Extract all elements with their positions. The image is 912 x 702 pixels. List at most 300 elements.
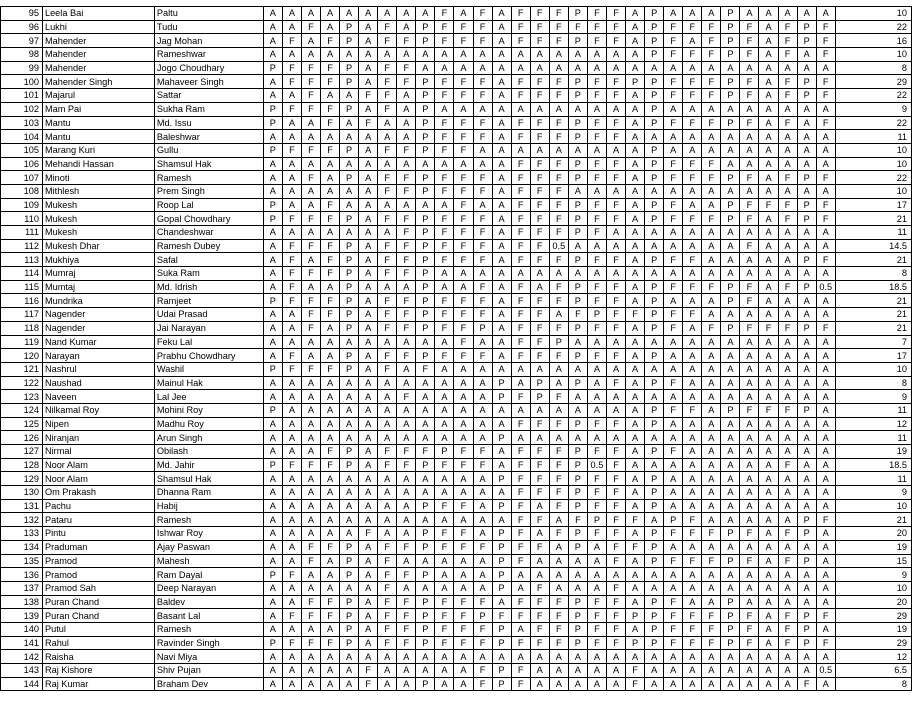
attendance-mark-cell: A <box>397 198 416 212</box>
attendance-mark-cell: F <box>435 226 454 240</box>
student-name-cell: Pachu <box>42 499 154 513</box>
attendance-mark-cell: A <box>549 513 568 527</box>
father-name-cell: Lal Jee <box>154 390 263 404</box>
student-name-cell: Noor Alam <box>42 472 154 486</box>
attendance-mark-cell: F <box>568 20 587 34</box>
total-cell: 11 <box>835 472 911 486</box>
attendance-mark-cell: F <box>702 212 721 226</box>
attendance-mark-cell: A <box>263 267 282 281</box>
page-margin-mark <box>905 33 909 34</box>
attendance-mark-cell: P <box>645 486 664 500</box>
attendance-mark-cell: F <box>321 116 340 130</box>
attendance-mark-cell: P <box>721 321 740 335</box>
attendance-mark-cell: P <box>340 595 359 609</box>
attendance-mark-cell: A <box>416 513 435 527</box>
attendance-mark-cell: A <box>568 390 587 404</box>
attendance-mark-cell: A <box>778 61 797 75</box>
attendance-mark-cell: F <box>359 664 378 678</box>
attendance-mark-cell: F <box>435 143 454 157</box>
attendance-mark-cell: A <box>435 554 454 568</box>
table-row <box>1 486 912 500</box>
attendance-mark-cell: P <box>416 184 435 198</box>
attendance-mark-cell: A <box>416 61 435 75</box>
attendance-mark-cell: F <box>301 554 320 568</box>
attendance-mark-cell: F <box>378 34 397 48</box>
attendance-mark-cell: A <box>340 198 359 212</box>
attendance-mark-cell: A <box>721 513 740 527</box>
attendance-mark-cell: F <box>473 308 492 322</box>
attendance-mark-cell: A <box>759 7 778 21</box>
attendance-mark-cell: A <box>378 7 397 21</box>
attendance-mark-cell: A <box>759 61 778 75</box>
total-cell: 29 <box>835 636 911 650</box>
attendance-mark-cell: A <box>797 7 816 21</box>
attendance-mark-cell: A <box>587 390 606 404</box>
father-name-cell: Ramesh Dubey <box>154 239 263 253</box>
attendance-mark-cell: F <box>587 280 606 294</box>
attendance-mark-cell: A <box>263 335 282 349</box>
attendance-mark-cell: F <box>511 499 530 513</box>
attendance-mark-cell: F <box>549 280 568 294</box>
attendance-mark-cell: A <box>702 335 721 349</box>
attendance-mark-cell: A <box>721 445 740 459</box>
attendance-mark-cell: A <box>740 308 759 322</box>
attendance-mark-cell: A <box>378 390 397 404</box>
attendance-mark-cell: A <box>626 458 645 472</box>
attendance-mark-cell: F <box>816 513 835 527</box>
total-cell: 7 <box>835 335 911 349</box>
attendance-mark-cell: F <box>683 403 702 417</box>
attendance-mark-cell: F <box>473 34 492 48</box>
attendance-mark-cell: A <box>759 581 778 595</box>
attendance-mark-cell: A <box>359 102 378 116</box>
attendance-mark-cell: F <box>454 458 473 472</box>
attendance-mark-cell: P <box>568 157 587 171</box>
attendance-mark-cell: A <box>683 267 702 281</box>
attendance-mark-cell: F <box>549 445 568 459</box>
attendance-mark-cell: F <box>435 609 454 623</box>
attendance-mark-cell: F <box>587 157 606 171</box>
attendance-mark-cell: A <box>778 349 797 363</box>
serial-number-cell: 121 <box>1 362 43 376</box>
attendance-mark-cell: F <box>473 445 492 459</box>
serial-number-cell: 142 <box>1 650 43 664</box>
attendance-mark-cell: A <box>626 157 645 171</box>
attendance-mark-cell: F <box>549 116 568 130</box>
total-cell: 10 <box>835 157 911 171</box>
attendance-mark-cell: F <box>454 171 473 185</box>
attendance-mark-cell: A <box>606 390 625 404</box>
attendance-mark-cell: A <box>321 554 340 568</box>
attendance-mark-cell: F <box>282 568 301 582</box>
attendance-mark-cell: A <box>359 239 378 253</box>
table-row <box>1 335 912 349</box>
attendance-mark-cell: P <box>721 20 740 34</box>
attendance-mark-cell: A <box>549 267 568 281</box>
attendance-mark-cell: A <box>568 431 587 445</box>
attendance-mark-cell: A <box>473 554 492 568</box>
attendance-mark-cell: A <box>626 486 645 500</box>
serial-number-cell: 110 <box>1 212 43 226</box>
attendance-mark-cell: F <box>321 294 340 308</box>
attendance-mark-cell: P <box>416 171 435 185</box>
attendance-mark-cell: F <box>683 171 702 185</box>
attendance-mark-cell: F <box>473 636 492 650</box>
attendance-mark-cell: F <box>473 7 492 21</box>
attendance-mark-cell: A <box>282 308 301 322</box>
attendance-mark-cell: F <box>683 609 702 623</box>
student-name-cell: Raj Kishore <box>42 664 154 678</box>
attendance-mark-cell: F <box>321 61 340 75</box>
attendance-mark-cell: A <box>587 650 606 664</box>
attendance-mark-cell: A <box>664 581 683 595</box>
attendance-mark-cell: A <box>359 212 378 226</box>
student-name-cell: Marang Kuri <box>42 143 154 157</box>
attendance-mark-cell: F <box>606 581 625 595</box>
attendance-mark-cell: A <box>797 472 816 486</box>
attendance-mark-cell: F <box>530 253 549 267</box>
table-row <box>1 308 912 322</box>
attendance-mark-cell: A <box>321 581 340 595</box>
attendance-mark-cell: A <box>359 308 378 322</box>
attendance-mark-cell: F <box>473 664 492 678</box>
attendance-mark-cell: A <box>797 376 816 390</box>
attendance-mark-cell: A <box>321 171 340 185</box>
attendance-mark-cell: A <box>549 143 568 157</box>
attendance-mark-cell: F <box>816 212 835 226</box>
attendance-mark-cell: F <box>397 226 416 240</box>
attendance-mark-cell: A <box>816 102 835 116</box>
attendance-mark-cell: F <box>511 321 530 335</box>
table-row <box>1 513 912 527</box>
attendance-mark-cell: P <box>645 7 664 21</box>
student-name-cell: Pramod <box>42 554 154 568</box>
attendance-mark-cell: F <box>549 595 568 609</box>
attendance-mark-cell: F <box>511 664 530 678</box>
attendance-mark-cell: A <box>759 445 778 459</box>
attendance-mark-cell: P <box>416 130 435 144</box>
father-name-cell: Prabhu Chowdhary <box>154 349 263 363</box>
attendance-mark-cell: A <box>740 61 759 75</box>
attendance-mark-cell: A <box>378 376 397 390</box>
attendance-mark-cell: A <box>263 253 282 267</box>
attendance-mark-cell: P <box>492 472 511 486</box>
attendance-mark-cell: P <box>797 212 816 226</box>
attendance-mark-cell: A <box>301 499 320 513</box>
attendance-mark-cell: A <box>778 390 797 404</box>
attendance-mark-cell: P <box>473 609 492 623</box>
attendance-mark-cell: A <box>530 102 549 116</box>
attendance-mark-cell: 0.5 <box>816 664 835 678</box>
attendance-mark-cell: F <box>626 677 645 691</box>
attendance-mark-cell: A <box>435 48 454 62</box>
table-row <box>1 130 912 144</box>
total-cell: 19 <box>835 445 911 459</box>
attendance-mark-cell: A <box>301 650 320 664</box>
attendance-mark-cell: A <box>549 664 568 678</box>
attendance-mark-cell: A <box>702 267 721 281</box>
attendance-mark-cell: F <box>301 212 320 226</box>
attendance-mark-cell: A <box>397 677 416 691</box>
attendance-mark-cell: A <box>759 89 778 103</box>
attendance-mark-cell: F <box>606 253 625 267</box>
attendance-mark-cell: A <box>282 664 301 678</box>
attendance-mark-cell: F <box>549 20 568 34</box>
attendance-mark-cell: P <box>721 198 740 212</box>
attendance-mark-cell: F <box>397 75 416 89</box>
attendance-mark-cell: A <box>359 390 378 404</box>
attendance-mark-cell: 0.5 <box>816 280 835 294</box>
attendance-mark-cell: A <box>492 184 511 198</box>
attendance-mark-cell: F <box>549 157 568 171</box>
attendance-mark-cell: P <box>416 34 435 48</box>
table-row <box>1 267 912 281</box>
student-name-cell: Leela Bai <box>42 7 154 21</box>
father-name-cell: Ram Dayal <box>154 568 263 582</box>
attendance-mark-cell: A <box>549 308 568 322</box>
table-row <box>1 431 912 445</box>
attendance-mark-cell: A <box>340 581 359 595</box>
attendance-mark-cell: F <box>587 486 606 500</box>
attendance-mark-cell: F <box>664 403 683 417</box>
attendance-mark-cell: F <box>587 130 606 144</box>
table-row <box>1 212 912 226</box>
attendance-mark-cell: A <box>778 267 797 281</box>
attendance-mark-cell: P <box>416 102 435 116</box>
attendance-mark-cell: A <box>263 157 282 171</box>
total-cell: 29 <box>835 75 911 89</box>
student-name-cell: Nagender <box>42 321 154 335</box>
student-name-cell: Praduman <box>42 540 154 554</box>
total-cell: 10 <box>835 48 911 62</box>
attendance-mark-cell: P <box>340 239 359 253</box>
father-name-cell: Ramesh <box>154 622 263 636</box>
attendance-mark-cell: F <box>702 171 721 185</box>
attendance-mark-cell: A <box>664 61 683 75</box>
attendance-mark-cell: F <box>549 294 568 308</box>
attendance-mark-cell: F <box>511 226 530 240</box>
attendance-mark-cell: A <box>759 48 778 62</box>
attendance-mark-cell: F <box>778 20 797 34</box>
attendance-mark-cell: A <box>454 157 473 171</box>
attendance-mark-cell: A <box>778 130 797 144</box>
attendance-mark-cell: A <box>626 7 645 21</box>
attendance-mark-cell: F <box>511 239 530 253</box>
attendance-mark-cell: A <box>778 595 797 609</box>
attendance-mark-cell: P <box>568 34 587 48</box>
attendance-mark-cell: A <box>378 664 397 678</box>
father-name-cell: Braham Dev <box>154 677 263 691</box>
attendance-mark-cell: A <box>797 650 816 664</box>
attendance-mark-cell: A <box>340 376 359 390</box>
table-row <box>1 20 912 34</box>
attendance-mark-cell: A <box>397 486 416 500</box>
attendance-mark-cell: F <box>816 116 835 130</box>
attendance-mark-cell: A <box>606 403 625 417</box>
attendance-mark-cell: A <box>492 89 511 103</box>
attendance-mark-cell: F <box>664 48 683 62</box>
attendance-mark-cell: A <box>282 499 301 513</box>
attendance-mark-cell: A <box>664 349 683 363</box>
attendance-mark-cell: A <box>816 568 835 582</box>
attendance-mark-cell: A <box>263 581 282 595</box>
attendance-mark-cell: F <box>683 20 702 34</box>
table-row <box>1 499 912 513</box>
attendance-mark-cell: F <box>454 239 473 253</box>
attendance-mark-cell: A <box>435 581 454 595</box>
attendance-mark-cell: F <box>511 458 530 472</box>
attendance-mark-cell: A <box>359 130 378 144</box>
attendance-mark-cell: A <box>816 445 835 459</box>
attendance-mark-cell: A <box>816 7 835 21</box>
attendance-mark-cell: F <box>378 308 397 322</box>
attendance-mark-cell: A <box>568 335 587 349</box>
total-cell: 11 <box>835 130 911 144</box>
attendance-mark-cell: A <box>492 513 511 527</box>
attendance-mark-cell: A <box>321 321 340 335</box>
attendance-mark-cell: F <box>454 116 473 130</box>
attendance-mark-cell: A <box>778 376 797 390</box>
attendance-mark-cell: F <box>664 75 683 89</box>
attendance-mark-cell: F <box>511 184 530 198</box>
attendance-mark-cell: A <box>359 267 378 281</box>
attendance-mark-cell: A <box>740 513 759 527</box>
table-row <box>1 280 912 294</box>
attendance-mark-cell: A <box>816 431 835 445</box>
table-row <box>1 102 912 116</box>
attendance-mark-cell: F <box>778 622 797 636</box>
attendance-mark-cell: A <box>282 130 301 144</box>
attendance-mark-cell: F <box>378 184 397 198</box>
attendance-mark-cell: A <box>740 472 759 486</box>
father-name-cell: Mahaveer Singh <box>154 75 263 89</box>
attendance-mark-cell: F <box>397 34 416 48</box>
attendance-mark-cell: A <box>301 445 320 459</box>
attendance-mark-cell: A <box>721 540 740 554</box>
attendance-mark-cell: A <box>606 239 625 253</box>
attendance-mark-cell: F <box>606 486 625 500</box>
attendance-mark-cell: F <box>359 677 378 691</box>
attendance-mark-cell: A <box>282 650 301 664</box>
attendance-mark-cell: F <box>740 239 759 253</box>
attendance-mark-cell: A <box>587 362 606 376</box>
attendance-mark-cell: F <box>397 636 416 650</box>
attendance-mark-cell: F <box>683 253 702 267</box>
attendance-mark-cell: A <box>473 335 492 349</box>
attendance-mark-cell: A <box>378 486 397 500</box>
attendance-mark-cell: P <box>797 198 816 212</box>
attendance-mark-cell: A <box>416 554 435 568</box>
attendance-mark-cell: A <box>683 226 702 240</box>
attendance-mark-cell: P <box>263 116 282 130</box>
attendance-mark-cell: A <box>549 540 568 554</box>
attendance-mark-cell: A <box>473 157 492 171</box>
attendance-mark-cell: P <box>416 267 435 281</box>
attendance-mark-cell: F <box>435 75 454 89</box>
table-row <box>1 116 912 130</box>
attendance-mark-cell: A <box>263 390 282 404</box>
attendance-mark-cell: F <box>549 253 568 267</box>
attendance-mark-cell: A <box>397 581 416 595</box>
attendance-mark-cell: A <box>340 130 359 144</box>
attendance-mark-cell: A <box>740 486 759 500</box>
attendance-mark-cell: A <box>816 157 835 171</box>
attendance-mark-cell: A <box>263 499 282 513</box>
attendance-mark-cell: P <box>568 499 587 513</box>
attendance-mark-cell: F <box>702 75 721 89</box>
attendance-mark-cell: A <box>797 362 816 376</box>
attendance-mark-cell: F <box>664 308 683 322</box>
attendance-mark-cell: A <box>778 226 797 240</box>
attendance-mark-cell: F <box>397 445 416 459</box>
attendance-mark-cell: A <box>721 239 740 253</box>
attendance-mark-cell: A <box>759 499 778 513</box>
attendance-mark-cell: F <box>683 527 702 541</box>
attendance-mark-cell: F <box>530 622 549 636</box>
attendance-mark-cell: A <box>549 568 568 582</box>
attendance-mark-cell: A <box>568 267 587 281</box>
attendance-mark-cell: F <box>740 609 759 623</box>
attendance-mark-cell: F <box>454 527 473 541</box>
attendance-mark-cell: P <box>492 664 511 678</box>
table-row <box>1 595 912 609</box>
attendance-mark-cell: A <box>359 321 378 335</box>
attendance-mark-cell: P <box>340 212 359 226</box>
attendance-mark-cell: A <box>626 622 645 636</box>
attendance-mark-cell: A <box>454 403 473 417</box>
attendance-mark-cell: F <box>511 212 530 226</box>
attendance-mark-cell: A <box>740 335 759 349</box>
attendance-mark-cell: P <box>568 7 587 21</box>
attendance-mark-cell: A <box>301 349 320 363</box>
attendance-mark-cell: P <box>645 622 664 636</box>
attendance-mark-cell: A <box>359 622 378 636</box>
attendance-mark-cell: P <box>645 171 664 185</box>
attendance-mark-cell: P <box>797 636 816 650</box>
attendance-mark-cell: F <box>511 472 530 486</box>
attendance-mark-cell: F <box>530 294 549 308</box>
table-row <box>1 143 912 157</box>
attendance-mark-cell: A <box>759 102 778 116</box>
attendance-mark-cell: F <box>683 89 702 103</box>
father-name-cell: Jag Mohan <box>154 34 263 48</box>
attendance-mark-cell: A <box>397 48 416 62</box>
attendance-mark-cell: P <box>721 48 740 62</box>
attendance-mark-cell: F <box>454 335 473 349</box>
attendance-mark-cell: P <box>645 75 664 89</box>
attendance-mark-cell: A <box>721 417 740 431</box>
attendance-mark-cell: P <box>797 34 816 48</box>
attendance-mark-cell: F <box>321 267 340 281</box>
attendance-mark-cell: A <box>778 143 797 157</box>
attendance-mark-cell: P <box>263 636 282 650</box>
attendance-mark-cell: F <box>549 622 568 636</box>
attendance-mark-cell: A <box>626 61 645 75</box>
attendance-mark-cell: A <box>359 34 378 48</box>
attendance-mark-cell: P <box>645 349 664 363</box>
attendance-mark-cell: F <box>587 636 606 650</box>
attendance-mark-cell: A <box>473 403 492 417</box>
attendance-mark-cell: A <box>816 61 835 75</box>
attendance-mark-cell: A <box>759 116 778 130</box>
attendance-mark-cell: P <box>416 239 435 253</box>
attendance-mark-cell: A <box>263 486 282 500</box>
attendance-mark-cell: F <box>530 226 549 240</box>
attendance-mark-cell: F <box>683 75 702 89</box>
attendance-mark-cell: A <box>530 554 549 568</box>
attendance-mark-cell: A <box>473 48 492 62</box>
attendance-mark-cell: A <box>759 294 778 308</box>
